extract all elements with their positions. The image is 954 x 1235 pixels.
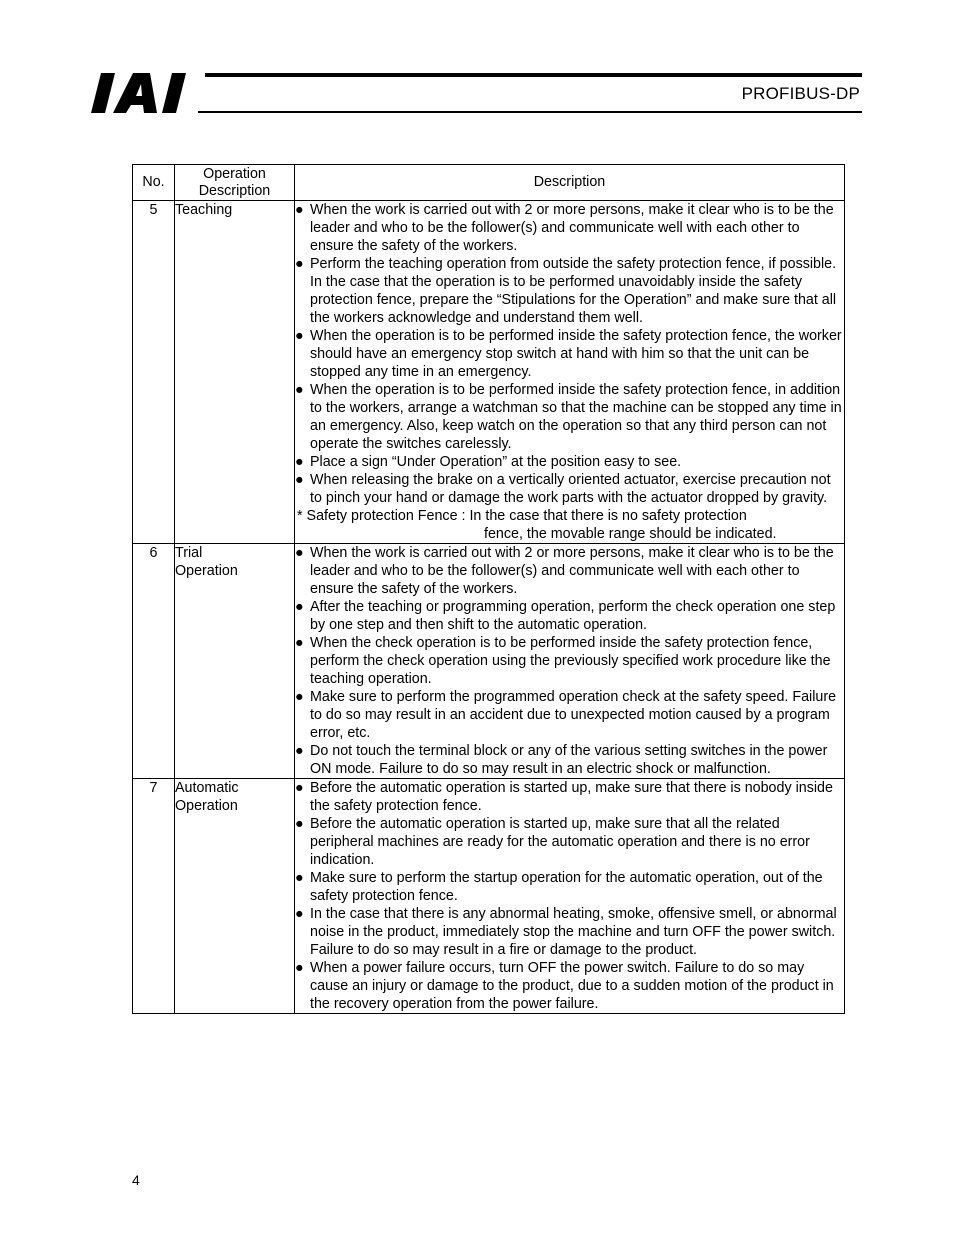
safety-operations-table: [132, 164, 845, 1014]
list-item: ● In the case that there is any abnormal heating, smoke, offensive smell, or abnormal noise in the product, immediately stop the machine and turn OFF the power switch. Failure to do so may result in a fire or damage to the product.: [295, 906, 837, 958]
row-operation: Teaching: [175, 201, 295, 544]
bullet-icon: ●: [295, 816, 304, 832]
bullet-icon: ●: [295, 689, 304, 705]
table-row: [133, 544, 845, 779]
bullet-icon: ●: [295, 328, 304, 344]
table-header-row: [133, 165, 845, 201]
bullet-icon: ●: [295, 743, 304, 759]
bullet-icon: ●: [295, 960, 304, 976]
table-row: [133, 201, 845, 544]
row-number: 6: [133, 544, 175, 779]
bullet-icon: ●: [295, 635, 304, 651]
list-item: ● When the work is carried out with 2 or more persons, make it clear who is to be the leader and who to be the follower(s) and communicate well with each other to ensure the safety of the workers.: [295, 545, 834, 597]
list-item: ● When the operation is to be performed inside the safety protection fence, the worker should have an emergency stop switch at hand with him so that the unit can be stopped any time in an emergency.: [295, 328, 842, 380]
list-item: ● Before the automatic operation is started up, make sure that all the related peripheral machines are ready for the automatic operation and there is no error indication.: [295, 816, 810, 868]
row-description: [295, 779, 845, 1014]
bullet-icon: ●: [295, 256, 304, 272]
bullet-icon: ●: [295, 545, 304, 561]
bullet-icon: ●: [295, 906, 304, 922]
iai-logo: [88, 68, 208, 118]
bullet-list: [295, 779, 844, 1013]
header-rule-thick: [205, 73, 862, 77]
bullet-icon: ●: [295, 870, 304, 886]
bullet-icon: ●: [295, 202, 304, 218]
header-no: No.: [133, 165, 175, 201]
list-item: ● Before the automatic operation is started up, make sure that there is nobody inside the safety protection fence.: [295, 780, 833, 814]
list-item: ● Perform the teaching operation from outside the safety protection fence, if possible. In the case that the operation is to be performed unavoidably inside the safety protection fence, prepare the “Stipulations for the Operation” and make sure that all the workers acknowledge and understand them well.: [295, 256, 837, 326]
list-item: ● Make sure to perform the programmed operation check at the safety speed. Failure to do so may result in an accident due to unexpected motion caused by a program error, etc.: [295, 689, 837, 741]
row-number: 7: [133, 779, 175, 1014]
page-number: 4: [132, 1172, 140, 1188]
header-operation: Operation Description: [175, 165, 295, 201]
document-title: PROFIBUS-DP: [741, 84, 860, 103]
list-item: ● When the work is carried out with 2 or more persons, make it clear who is to be the leader and who to be the follower(s) and communicate well with each other to ensure the safety of the workers.: [295, 202, 834, 254]
bullet-list: [295, 544, 844, 778]
list-item: ● When the check operation is to be performed inside the safety protection fence, perform the check operation using the previously specified work procedure like the teaching operation.: [295, 635, 831, 687]
bullet-icon: ●: [295, 454, 304, 470]
list-item: ● Do not touch the terminal block or any of the various setting switches in the power ON mode. Failure to do so may result in an electric shock or malfunction.: [295, 743, 828, 777]
bullet-icon: ●: [295, 780, 304, 796]
list-item: ● When releasing the brake on a vertically oriented actuator, exercise precaution not to pinch your hand or damage the work parts with the actuator dropped by gravity.: [295, 472, 831, 506]
list-item: ● When the operation is to be performed inside the safety protection fence, in addition to the workers, arrange a watchman so that the machine can be stopped any time in an emergency. Also, keep watch on the operation so that any third person can not operate the switches carelessly.: [295, 382, 842, 452]
header-rule-bottom: [198, 111, 862, 113]
bullet-icon: ●: [295, 599, 304, 615]
table-row: [133, 779, 845, 1014]
bullet-icon: ●: [295, 382, 304, 398]
fence-note: * Safety protection Fence : In the case that there is no safety protection: [297, 508, 747, 524]
bullet-list: [295, 201, 844, 507]
row-description: [295, 201, 845, 544]
row-operation: Automatic Operation: [175, 779, 295, 1014]
row-number: 5: [133, 201, 175, 544]
list-item: ● When a power failure occurs, turn OFF the power switch. Failure to do so may cause an injury or damage to the product, due to a sudden motion of the product in the recovery operation from the power failure.: [295, 960, 834, 1012]
row-operation: Trial Operation: [175, 544, 295, 779]
fence-note-continuation: fence, the movable range should be indicated.: [484, 526, 777, 542]
header-description: Description: [295, 165, 845, 201]
row-description: [295, 544, 845, 779]
bullet-icon: ●: [295, 472, 304, 488]
list-item: ● Make sure to perform the startup operation for the automatic operation, out of the safety protection fence.: [295, 870, 823, 904]
list-item: ● After the teaching or programming operation, perform the check operation one step by one step and then shift to the automatic operation.: [295, 599, 836, 633]
page-header: [0, 0, 954, 130]
list-item: ● Place a sign “Under Operation” at the position easy to see.: [295, 454, 682, 470]
